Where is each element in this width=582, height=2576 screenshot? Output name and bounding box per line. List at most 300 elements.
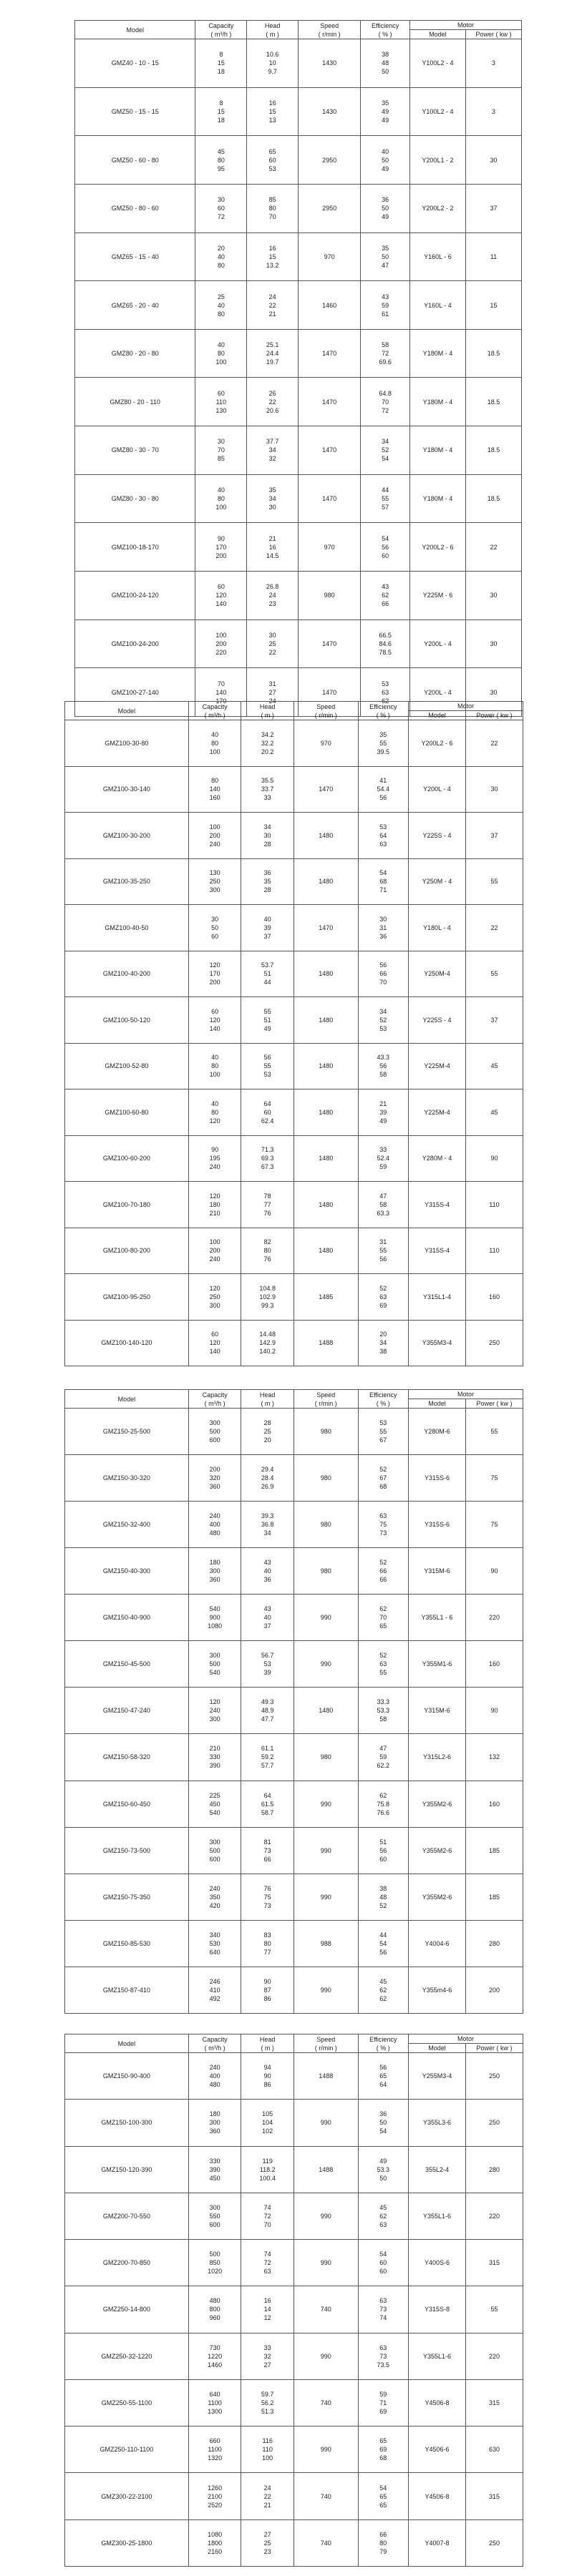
header-motor-power [465, 2044, 523, 2053]
head-cell-value: 66 [263, 1855, 271, 1863]
pump-model-cell: GMZ50 - 15 - 15 [75, 87, 195, 136]
efficiency-cell [361, 39, 410, 88]
capacity-cell [195, 136, 247, 185]
capacity-cell-value: 350 [209, 1893, 220, 1901]
capacity-cell-value: 100 [209, 1238, 220, 1246]
capacity-cell-value: 480 [209, 2297, 220, 2305]
table-row [65, 2286, 523, 2333]
efficiency-cell-value: 65 [379, 2501, 387, 2509]
motor-model-cell: Y255M3-4 [408, 2053, 465, 2100]
efficiency-cell-value: 52 [379, 1901, 387, 1909]
efficiency-cell-value: 36 [379, 932, 387, 940]
head-cell-value: 30 [268, 632, 276, 639]
efficiency-cell-value: 73 [379, 1529, 387, 1537]
speed-cell: 1470 [298, 619, 360, 668]
capacity-cell [195, 232, 247, 281]
motor-model-cell: Y4506-8 [408, 2379, 465, 2426]
capacity-cell-value: 1220 [208, 2352, 223, 2360]
capacity-cell-value: 410 [209, 1986, 220, 1994]
capacity-cell-value: 40 [211, 1100, 219, 1107]
capacity-cell-value: 60 [211, 1007, 219, 1015]
head-cell-value: 37 [263, 932, 271, 940]
capacity-cell-value: 1260 [208, 2484, 223, 2492]
capacity-cell-value: 360 [209, 2127, 220, 2135]
head-cell [241, 1228, 294, 1274]
motor-model-cell: Y315S-6 [408, 1502, 465, 1548]
header-speed-text: Speed [316, 702, 336, 710]
header-model-text: Model [126, 26, 144, 34]
header-motor-model [408, 1399, 465, 1409]
efficiency-cell-value: 69 [379, 1301, 387, 1309]
head-cell [241, 1688, 294, 1734]
head-cell [247, 523, 299, 572]
capacity-cell-value: 200 [215, 640, 227, 647]
motor-model-cell: Y250M - 4 [408, 858, 465, 905]
header-capacity-text: ( m³/h ) [204, 1399, 225, 1407]
head-cell-value: 90 [263, 1977, 271, 1985]
header-capacity-text: Capacity [202, 2035, 228, 2043]
capacity-cell-value: 80 [211, 1108, 219, 1116]
efficiency-cell-value: 59 [379, 1753, 387, 1761]
capacity-cell [195, 39, 247, 88]
capacity-cell [195, 329, 247, 378]
capacity-cell-value: 200 [209, 1247, 220, 1255]
efficiency-cell-value: 69 [379, 2407, 387, 2415]
efficiency-cell [358, 2240, 408, 2286]
header-efficiency-text: ( % ) [376, 2044, 390, 2052]
head-cell-value: 60 [263, 1108, 271, 1116]
pump-model-cell: GMZ100-60-80 [65, 1089, 189, 1136]
motor-model-cell: Y355L3-6 [408, 2100, 465, 2146]
efficiency-cell [358, 1688, 408, 1734]
efficiency-cell-value: 71 [379, 886, 387, 894]
header-head-text: Head [259, 1391, 276, 1399]
efficiency-cell-value: 63 [379, 2297, 387, 2305]
capacity-cell-value: 80 [211, 777, 219, 785]
efficiency-cell-value: 44 [379, 1931, 387, 1939]
head-cell-value: 20.2 [261, 748, 274, 755]
motor-model-cell: Y315S-6 [408, 1455, 465, 1502]
motor-power-cell: 280 [465, 2146, 523, 2193]
capacity-cell-value: 450 [209, 2174, 220, 2182]
head-cell [241, 766, 294, 813]
motor-model-cell: 355L2-4 [408, 2146, 465, 2193]
efficiency-cell [358, 1043, 408, 1089]
capacity-cell-value: 120 [209, 1192, 220, 1200]
capacity-cell-value: 600 [209, 1855, 220, 1863]
pump-model-cell: GMZ150-45-500 [65, 1641, 189, 1688]
efficiency-cell-value: 52 [379, 1652, 387, 1660]
capacity-cell-value: 120 [209, 1284, 220, 1292]
efficiency-cell-value: 58 [379, 1715, 387, 1723]
capacity-cell [188, 1320, 241, 1366]
capacity-cell-value: 40 [211, 730, 219, 738]
head-cell-value: 19.7 [266, 358, 279, 366]
table-row [65, 720, 523, 767]
capacity-cell [195, 572, 247, 620]
efficiency-cell-value: 59 [379, 1163, 387, 1171]
capacity-cell-value: 30 [211, 915, 219, 923]
capacity-cell [188, 1274, 241, 1321]
table-row [75, 572, 522, 620]
motor-model-cell: Y4007-8 [408, 2519, 465, 2566]
table-row [65, 1548, 523, 1595]
header-motor-power-text: Power ( kw ) [475, 31, 512, 38]
head-cell-value: 23 [268, 600, 276, 608]
head-cell-value: 72 [263, 2259, 271, 2267]
efficiency-cell [358, 997, 408, 1044]
efficiency-cell-value: 63 [379, 2220, 387, 2228]
capacity-cell-value: 300 [209, 1652, 220, 1660]
efficiency-cell [358, 766, 408, 813]
motor-model-cell: Y355L1-6 [408, 2193, 465, 2239]
motor-power-cell: 315 [465, 2240, 523, 2286]
capacity-cell-value: 320 [209, 1474, 220, 1482]
head-cell-value: 67.3 [261, 1163, 274, 1171]
header-speed-text: ( r/min ) [314, 711, 337, 719]
pump-model-cell: GMZ250-55-1100 [65, 2379, 189, 2426]
speed-cell: 990 [294, 2333, 358, 2379]
capacity-cell [188, 1874, 241, 1920]
capacity-cell-value: 240 [209, 1707, 220, 1715]
head-cell [241, 1043, 294, 1089]
head-cell-value: 81 [263, 1838, 271, 1846]
efficiency-cell-value: 60 [382, 552, 389, 559]
capacity-cell-value: 60 [217, 205, 225, 212]
speed-cell: 1485 [294, 1274, 358, 1321]
motor-model-cell: Y315L1-4 [408, 1274, 465, 1321]
efficiency-cell-value: 68 [379, 1483, 387, 1491]
pump-model-cell: GMZ250-110-1100 [65, 2426, 189, 2473]
head-cell-value: 75 [263, 1893, 271, 1901]
header-motor-text: Motor [457, 21, 474, 29]
header-head [241, 702, 294, 720]
head-cell [241, 2473, 294, 2519]
head-cell-value: 21 [268, 310, 276, 318]
motor-power-cell: 37 [465, 184, 521, 232]
head-cell-value: 39 [263, 1669, 271, 1677]
capacity-cell [188, 2519, 241, 2566]
pump-model-cell: GMZ250-14-800 [65, 2286, 189, 2333]
head-cell-value: 55 [263, 1007, 271, 1015]
efficiency-cell-value: 39 [379, 1108, 387, 1116]
capacity-cell-value: 540 [209, 1605, 220, 1613]
efficiency-cell-value: 52 [379, 1466, 387, 1474]
head-cell-value: 27 [268, 688, 276, 696]
header-efficiency-text: ( % ) [378, 30, 392, 38]
efficiency-cell [358, 1502, 408, 1548]
motor-power-cell: 90 [465, 1688, 523, 1734]
table-row [65, 1182, 523, 1228]
table-row [65, 1827, 523, 1874]
capacity-cell [188, 1089, 241, 1136]
efficiency-cell-value: 48 [379, 1893, 387, 1901]
efficiency-cell-value: 47 [379, 1745, 387, 1753]
efficiency-cell-value: 67 [379, 1474, 387, 1482]
motor-power-cell: 75 [465, 1502, 523, 1548]
efficiency-cell [361, 523, 410, 572]
efficiency-cell-value: 52 [379, 1559, 387, 1567]
head-cell [241, 2193, 294, 2239]
head-cell-value: 44 [263, 979, 271, 986]
motor-model-cell: Y225M - 6 [409, 572, 465, 620]
efficiency-cell-value: 63 [379, 1512, 387, 1520]
efficiency-cell-value: 66.5 [379, 632, 392, 639]
capacity-cell-value: 600 [209, 2220, 220, 2228]
speed-cell: 990 [294, 1874, 358, 1920]
capacity-cell-value: 45 [217, 147, 225, 155]
speed-cell: 990 [294, 2100, 358, 2146]
table-row [75, 39, 522, 88]
efficiency-cell [358, 1228, 408, 1274]
capacity-cell [188, 1455, 241, 1502]
table-row [65, 1734, 523, 1781]
efficiency-cell [358, 1874, 408, 1920]
efficiency-cell-value: 73.5 [377, 2361, 390, 2369]
capacity-cell [188, 2426, 241, 2473]
table-row [65, 1874, 523, 1920]
head-cell-value: 53 [263, 1660, 271, 1668]
header-motor-model-text: Model [428, 1400, 446, 1407]
head-cell [241, 1641, 294, 1688]
table-row [65, 2333, 523, 2379]
table-row [65, 2240, 523, 2286]
motor-power-cell: 18.5 [465, 329, 521, 378]
head-cell-value: 102.9 [259, 1293, 276, 1301]
efficiency-cell-value: 56 [379, 1948, 387, 1956]
table-row [65, 2519, 523, 2566]
speed-cell: 980 [294, 1734, 358, 1781]
efficiency-cell-value: 50 [382, 68, 389, 76]
motor-power-cell: 250 [465, 2519, 523, 2566]
capacity-cell [188, 1502, 241, 1548]
capacity-cell-value: 390 [209, 2165, 220, 2173]
capacity-cell-value: 120 [209, 1117, 220, 1125]
head-cell [247, 39, 299, 88]
speed-cell: 990 [294, 1595, 358, 1641]
speed-cell: 1430 [298, 87, 360, 136]
pump-model-cell: GMZ40 - 10 - 15 [75, 39, 195, 88]
capacity-cell-value: 200 [209, 979, 220, 986]
efficiency-cell-value: 59 [379, 2390, 387, 2398]
header-efficiency-text: Efficiency [369, 1391, 397, 1399]
head-cell-value: 10.6 [266, 51, 279, 59]
header-speed [294, 1390, 358, 1409]
efficiency-cell-value: 58 [379, 1200, 387, 1208]
motor-model-cell: Y180M - 4 [409, 426, 465, 475]
pump-model-cell: GMZ50 - 80 - 60 [75, 184, 195, 232]
efficiency-cell-value: 38 [379, 1884, 387, 1892]
capacity-cell-value: 100 [215, 632, 227, 639]
speed-cell: 1470 [294, 905, 358, 951]
head-cell [247, 329, 299, 378]
capacity-cell-value: 140 [215, 600, 227, 608]
efficiency-cell-value: 62 [379, 1605, 387, 1613]
header-capacity-text: ( m³/h ) [210, 30, 232, 38]
header-capacity-text: Capacity [202, 702, 228, 710]
efficiency-cell-value: 65 [379, 1622, 387, 1630]
head-cell-value: 70 [263, 2220, 271, 2228]
table-row [75, 184, 522, 232]
head-cell-value: 31 [268, 680, 276, 687]
header-model [65, 2034, 189, 2053]
header-efficiency [358, 702, 408, 720]
capacity-cell-value: 120 [209, 961, 220, 969]
capacity-cell-value: 1300 [208, 2407, 223, 2415]
capacity-cell [195, 378, 247, 426]
efficiency-cell-value: 49 [382, 213, 389, 221]
speed-cell: 1480 [294, 951, 358, 997]
header-motor-text: Motor [457, 1391, 474, 1398]
efficiency-cell-value: 80 [379, 2539, 387, 2547]
motor-power-cell: 185 [465, 1874, 523, 1920]
efficiency-cell-value: 30 [379, 915, 387, 923]
head-cell [241, 1548, 294, 1595]
head-cell-value: 32 [263, 2352, 271, 2360]
speed-cell: 980 [294, 1455, 358, 1502]
capacity-cell-value: 170 [209, 970, 220, 978]
head-cell-value: 16 [268, 244, 276, 252]
head-cell-value: 26.8 [266, 583, 279, 591]
head-cell [241, 2100, 294, 2146]
efficiency-cell-value: 66 [379, 970, 387, 978]
head-cell-value: 53.7 [261, 961, 274, 969]
header-motor [408, 1390, 523, 1399]
header-capacity-text: ( m³/h ) [204, 2044, 225, 2052]
efficiency-cell-value: 50 [382, 253, 389, 260]
capacity-cell-value: 250 [209, 878, 220, 886]
header-motor-model [408, 711, 465, 720]
efficiency-cell-value: 73 [379, 2352, 387, 2360]
table-row [65, 1502, 523, 1548]
head-cell [247, 572, 299, 620]
efficiency-cell [358, 1182, 408, 1228]
capacity-cell-value: 20 [217, 244, 225, 252]
head-cell-value: 14 [263, 2306, 271, 2313]
efficiency-cell-value: 70 [382, 398, 389, 406]
capacity-cell [188, 2240, 241, 2286]
efficiency-cell-value: 63 [382, 688, 389, 696]
pump-model-cell: GMZ150-85-530 [65, 1920, 189, 1967]
efficiency-cell-value: 43.3 [377, 1054, 390, 1062]
head-cell-value: 30 [268, 504, 276, 511]
capacity-cell-value: 300 [209, 2203, 220, 2211]
efficiency-cell-value: 62 [382, 592, 389, 599]
capacity-cell-value: 420 [209, 1901, 220, 1909]
capacity-cell [188, 2146, 241, 2193]
motor-model-cell: Y4506-8 [408, 2473, 465, 2519]
capacity-cell-value: 240 [209, 1163, 220, 1171]
table-row [65, 858, 523, 905]
capacity-cell-value: 100 [209, 1071, 220, 1079]
efficiency-cell-value: 49 [382, 107, 389, 115]
motor-power-cell: 22 [465, 523, 521, 572]
header-efficiency-text: Efficiency [371, 21, 399, 29]
motor-power-cell: 30 [465, 766, 523, 813]
head-cell-value: 33 [263, 794, 271, 802]
head-cell-value: 23 [263, 2547, 271, 2555]
motor-power-cell: 45 [465, 1089, 523, 1136]
table-row [75, 619, 522, 668]
pump-spec-table-1 [74, 20, 522, 717]
header-speed [298, 21, 360, 39]
header-model-text: Model [117, 707, 136, 715]
head-cell [241, 1320, 294, 1366]
capacity-cell-value: 2100 [208, 2492, 223, 2500]
capacity-cell-value: 300 [209, 1838, 220, 1846]
header-motor-model-text: Model [428, 2044, 446, 2052]
efficiency-cell [358, 813, 408, 859]
head-cell-value: 61.5 [261, 1800, 274, 1808]
table-row [65, 2426, 523, 2473]
speed-cell: 1470 [298, 426, 360, 475]
efficiency-cell-value: 53 [379, 1419, 387, 1427]
header-motor-model [408, 2044, 465, 2053]
capacity-cell-value: 180 [209, 1200, 220, 1208]
speed-cell: 990 [294, 2193, 358, 2239]
motor-power-cell: 160 [465, 1274, 523, 1321]
head-cell-value: 29.4 [261, 1466, 274, 1474]
header-model-text: Model [117, 1395, 136, 1403]
header-motor-text: Motor [457, 2035, 474, 2042]
motor-power-cell: 30 [465, 668, 521, 717]
motor-model-cell: Y180M - 4 [409, 474, 465, 523]
capacity-cell-value: 90 [217, 534, 225, 542]
speed-cell: 1480 [294, 1688, 358, 1734]
head-cell-value: 87 [263, 1986, 271, 1994]
header-model [65, 1390, 189, 1409]
capacity-cell-value: 640 [209, 1948, 220, 1956]
head-cell [247, 474, 299, 523]
table-row [75, 281, 522, 330]
efficiency-cell-value: 55 [379, 1669, 387, 1677]
header-motor [409, 21, 521, 30]
speed-cell: 980 [294, 1548, 358, 1595]
capacity-cell [195, 281, 247, 330]
capacity-cell [188, 1781, 241, 1827]
capacity-cell-value: 25 [217, 293, 225, 300]
motor-model-cell: Y180L - 4 [408, 905, 465, 951]
efficiency-cell [358, 1320, 408, 1366]
efficiency-cell [358, 1641, 408, 1688]
head-cell-value: 142.9 [259, 1339, 276, 1347]
capacity-cell-value: 640 [209, 2390, 220, 2398]
header-efficiency-text: Efficiency [369, 702, 397, 710]
efficiency-cell-value: 71 [379, 2399, 387, 2406]
pump-spec-table-2 [64, 701, 523, 1366]
capacity-cell-value: 340 [209, 1931, 220, 1939]
efficiency-cell-value: 56 [382, 543, 389, 551]
head-cell-value: 15 [268, 253, 276, 260]
head-cell-value: 36 [263, 1576, 271, 1584]
head-cell [241, 1502, 294, 1548]
head-cell-value: 80 [263, 1247, 271, 1255]
capacity-cell-value: 80 [217, 156, 225, 164]
pump-model-cell: GMZ80 - 30 - 80 [75, 474, 195, 523]
head-cell [241, 1135, 294, 1182]
efficiency-cell-value: 43 [382, 293, 389, 300]
capacity-cell-value: 1100 [208, 2446, 222, 2454]
motor-model-cell: Y225S - 4 [408, 813, 465, 859]
efficiency-cell [361, 619, 410, 668]
table-row [65, 1320, 523, 1366]
efficiency-cell-value: 33 [379, 1146, 387, 1154]
motor-model-cell: Y355M2-6 [408, 1874, 465, 1920]
table-row [75, 474, 522, 523]
motor-model-cell: Y100L2 - 4 [409, 39, 465, 88]
efficiency-cell-value: 58 [379, 1071, 387, 1079]
speed-cell: 990 [294, 2240, 358, 2286]
